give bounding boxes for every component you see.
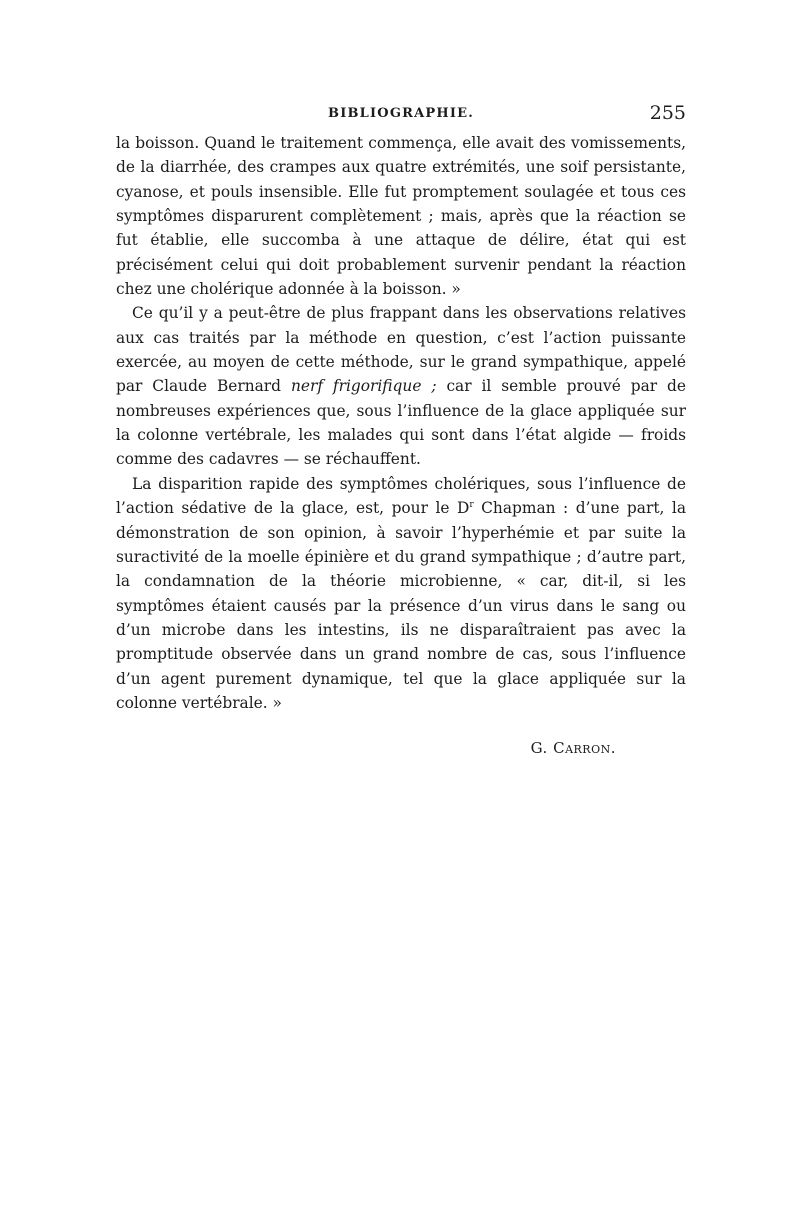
signature-initial: G. <box>530 739 548 757</box>
author-signature <box>116 739 616 757</box>
paragraph-2-text-end: car il semble prouvé par de nombreuses expériences que, sous l’influence de la glace appliquée sur la colonne vertébrale, les malades qui sont dans l’état algide — froids comme des cadavres — se réchauffent. <box>116 377 686 469</box>
body-text <box>116 131 686 715</box>
paragraph-2 <box>116 301 686 471</box>
running-title: BIBLIOGRAPHIE. <box>328 106 474 121</box>
paragraph-1 <box>116 131 686 301</box>
page-number: 255 <box>649 102 686 124</box>
paragraph-2-text-start: Ce qu’il y a peut-être de plus frappant dans les observations relatives aux cas traités par la méthode en question, c’est l’action puissante exercée, au moyen de cette méthode, sur le grand sympathique, appelé par Claude Bernard <box>116 304 686 396</box>
paragraph-3-text-end: Chapman : d’une part, la démonstration de son opinion, à savoir l’hyperhémie et par suite la suractivité de la moelle épinière et du grand sympathique ; d’autre part, la condamnation de la théorie microbienne, « car, dit-il, si les symptômes étaient causés par la présence d’un virus dans le sang ou d’un microbe dans les intestins, ils ne disparaîtraient pas avec la promptitude observée dans un grand nombre de cas, sous l’influence d’un agent purement dynamique, tel que la glace appliquée sur la colonne vertébrale. » <box>116 499 686 712</box>
running-header <box>116 104 686 128</box>
paragraph-3-text-start: La disparition rapide des symptômes cholériques, sous l’influence de l’action sédative de la glace, est, pour le D <box>116 474 686 518</box>
signature-name: Carron. <box>553 739 616 757</box>
paragraph-3 <box>116 472 686 715</box>
paragraph-3-superscript: r <box>469 500 474 511</box>
paragraph-2-italic-term: nerf frigorifique ; <box>290 377 437 396</box>
paragraph-1-text: la boisson. Quand le traitement commença, elle avait des vomissements, de la diarrhée, des crampes aux quatre extrémités, une soif persistante, cyanose, et pouls insensible. Elle fut promptement soulagée et tous ces symptômes disparurent complètement ; mais, après que la réaction se fut établie, elle succomba à une attaque de délire, état qui est précisément celui qui doit probablement survenir pendant la réaction chez une cholérique adonnée à la boisson. » <box>116 134 686 299</box>
